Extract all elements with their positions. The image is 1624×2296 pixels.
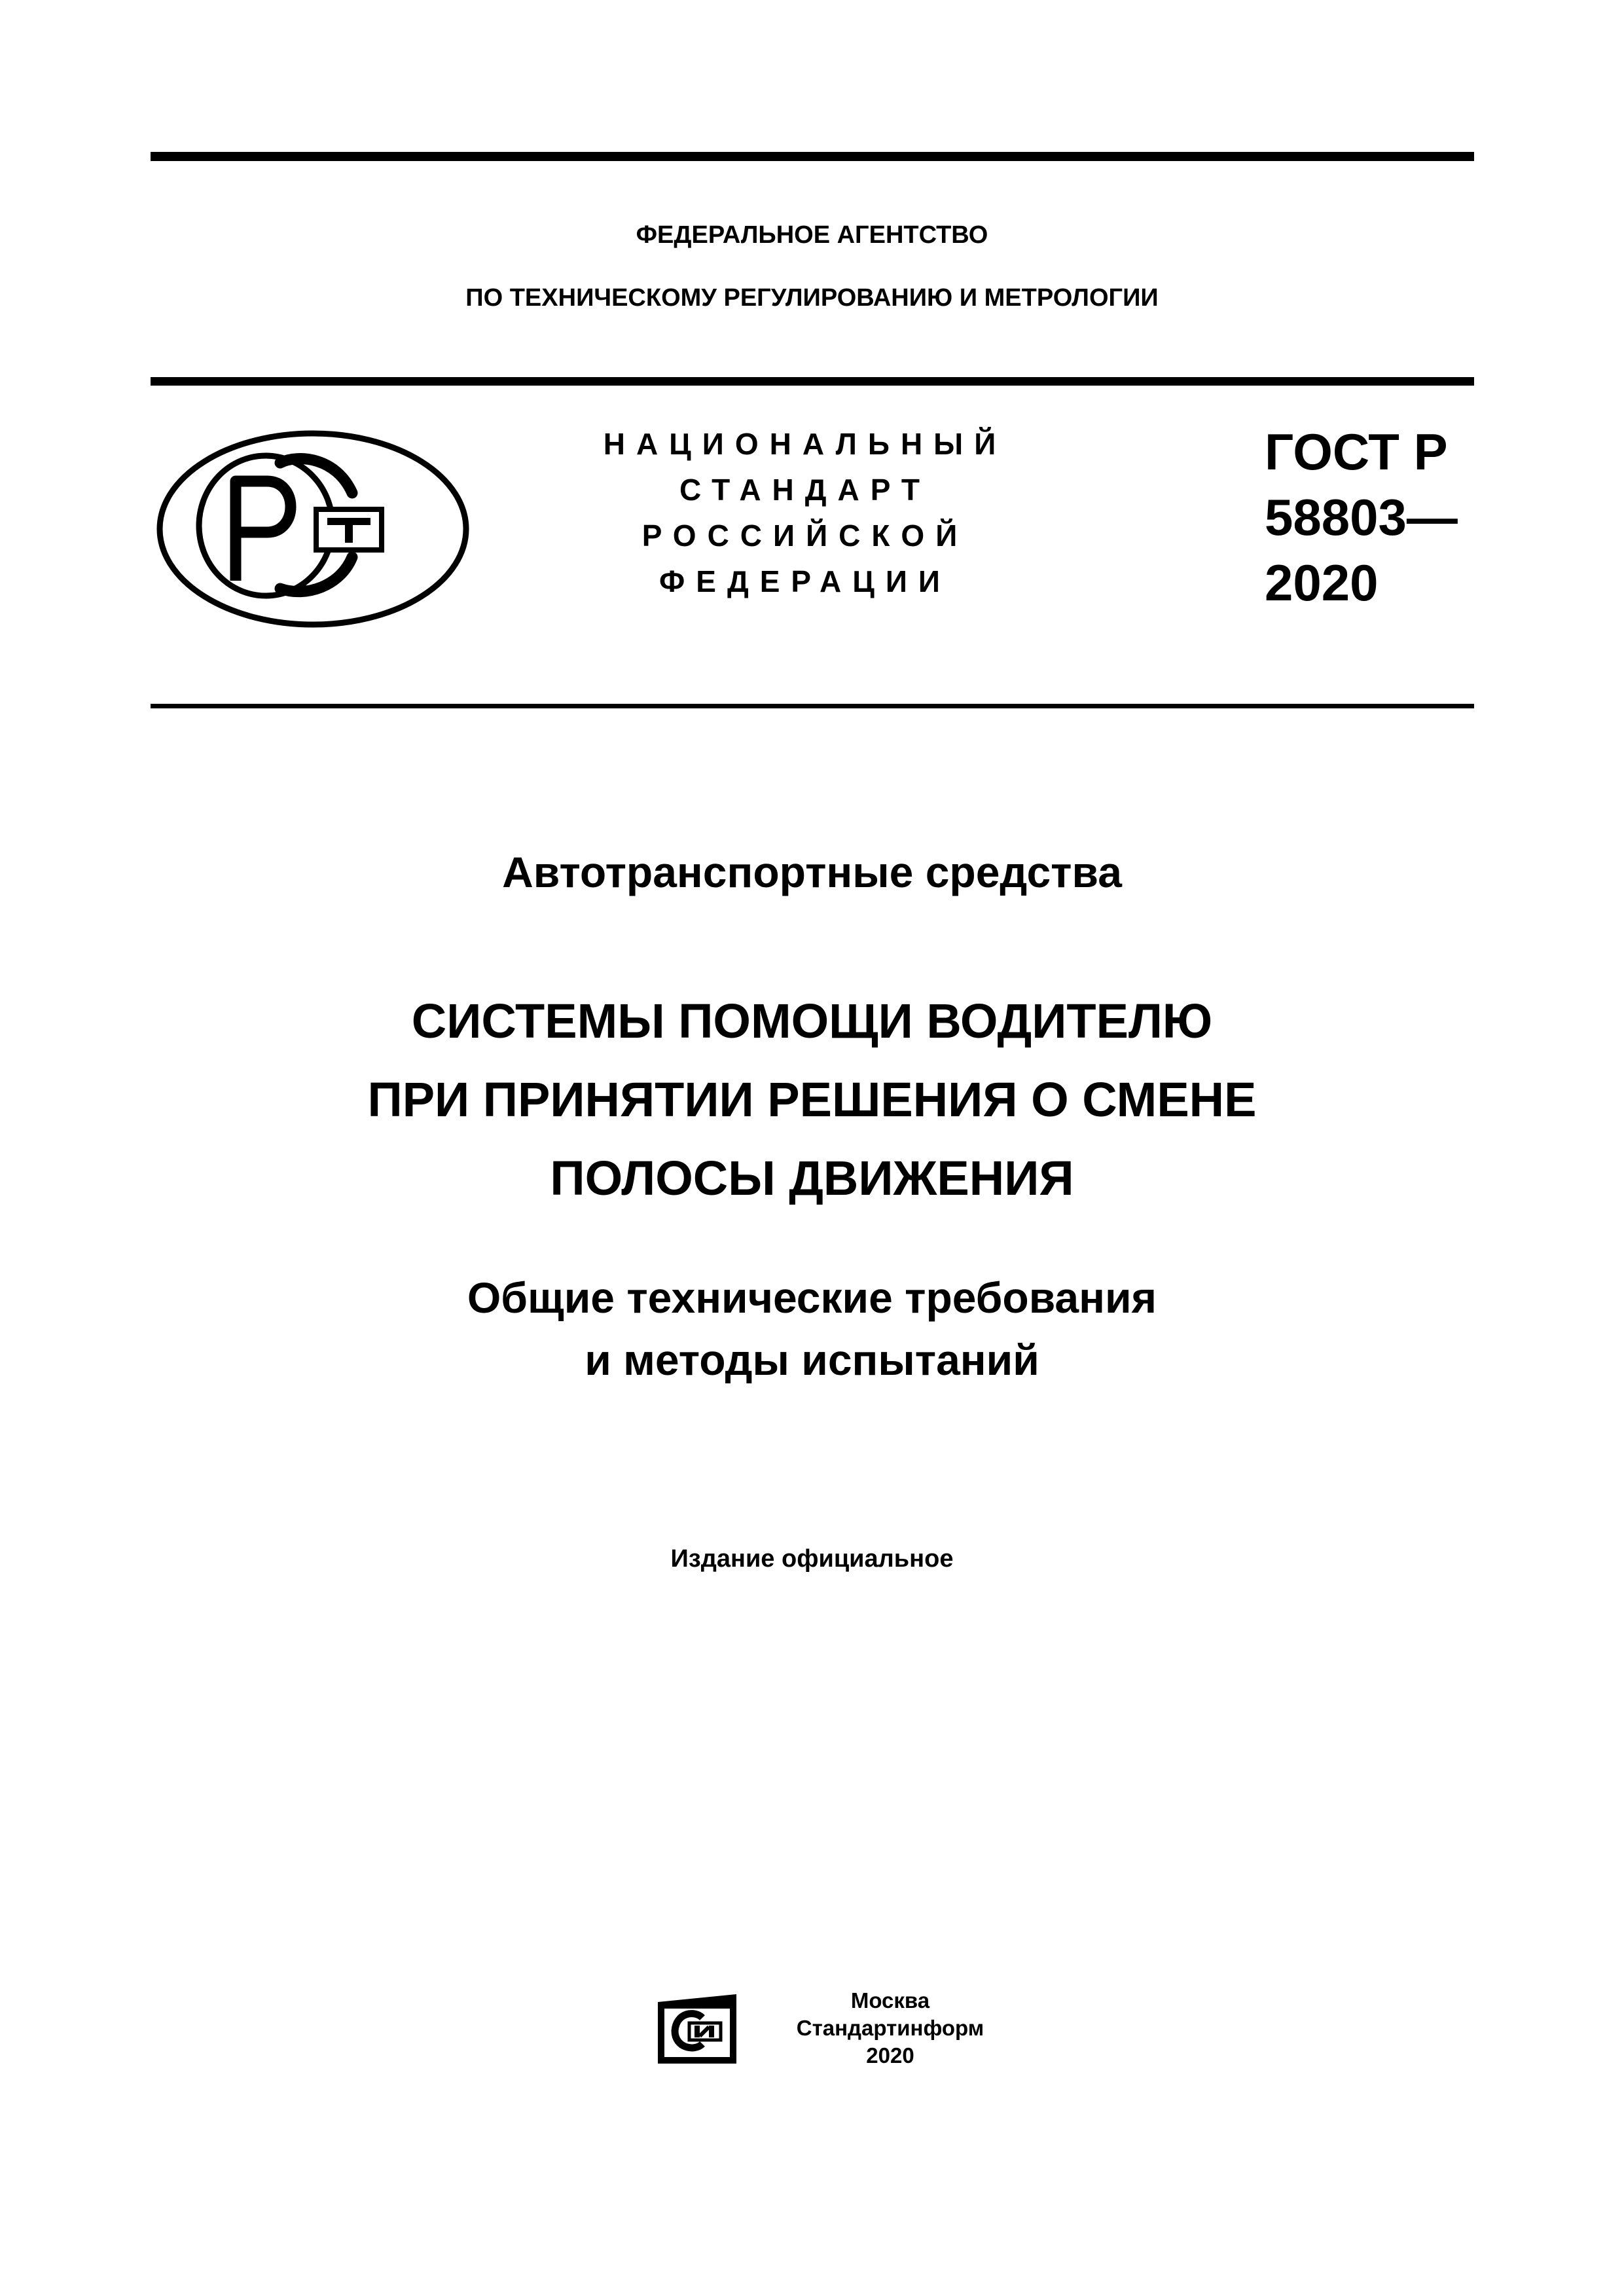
agency-line-1: ФЕДЕРАЛЬНОЕ АГЕНТСТВО	[636, 221, 988, 249]
agency-rule	[151, 377, 1474, 386]
main-title-line-1: СИСТЕМЫ ПОМОЩИ ВОДИТЕЛЮ	[411, 994, 1213, 1048]
standartinform-logo-icon	[651, 1990, 743, 2069]
standard-code	[1265, 419, 1458, 615]
header-bottom-rule	[151, 704, 1474, 708]
standard-code-line-1: ГОСТ Р	[1265, 423, 1448, 481]
standard-code-line-3: 2020	[1265, 554, 1379, 611]
document-main-title	[0, 982, 1624, 1218]
edition-note: Издание официальное	[670, 1545, 954, 1573]
publication-year: 2020	[866, 2043, 914, 2068]
publisher-name: Стандартинформ	[796, 2016, 984, 2040]
subtitle-line-1: Общие технические требования	[467, 1273, 1157, 1322]
agency-line-2: ПО ТЕХНИЧЕСКОМУ РЕГУЛИРОВАНИЮ И МЕТРОЛОГИИ	[465, 284, 1159, 312]
national-standard-line-2: СТАНДАРТ	[679, 473, 931, 507]
national-standard-line-1: НАЦИОНАЛЬНЫЙ	[603, 427, 1007, 461]
publisher-info	[759, 1987, 1021, 2069]
national-standard-line-3: РОССИЙСКОЙ	[641, 519, 969, 553]
top-rule	[151, 152, 1474, 161]
national-standard-label	[576, 421, 1034, 604]
subtitle-line-2: и методы испытаний	[585, 1336, 1039, 1384]
main-title-line-2: ПРИ ПРИНЯТИИ РЕШЕНИЯ О СМЕНЕ	[367, 1072, 1257, 1127]
publisher-city: Москва	[850, 1988, 930, 2013]
standard-code-line-2: 58803—	[1265, 488, 1458, 546]
document-subject: Автотранспортные средства	[502, 848, 1122, 896]
document-subtitle	[0, 1267, 1624, 1391]
rst-conformity-mark-icon	[156, 429, 470, 629]
main-title-line-3: ПОЛОСЫ ДВИЖЕНИЯ	[550, 1151, 1074, 1205]
national-standard-line-4: ФЕДЕРАЦИИ	[659, 564, 951, 598]
